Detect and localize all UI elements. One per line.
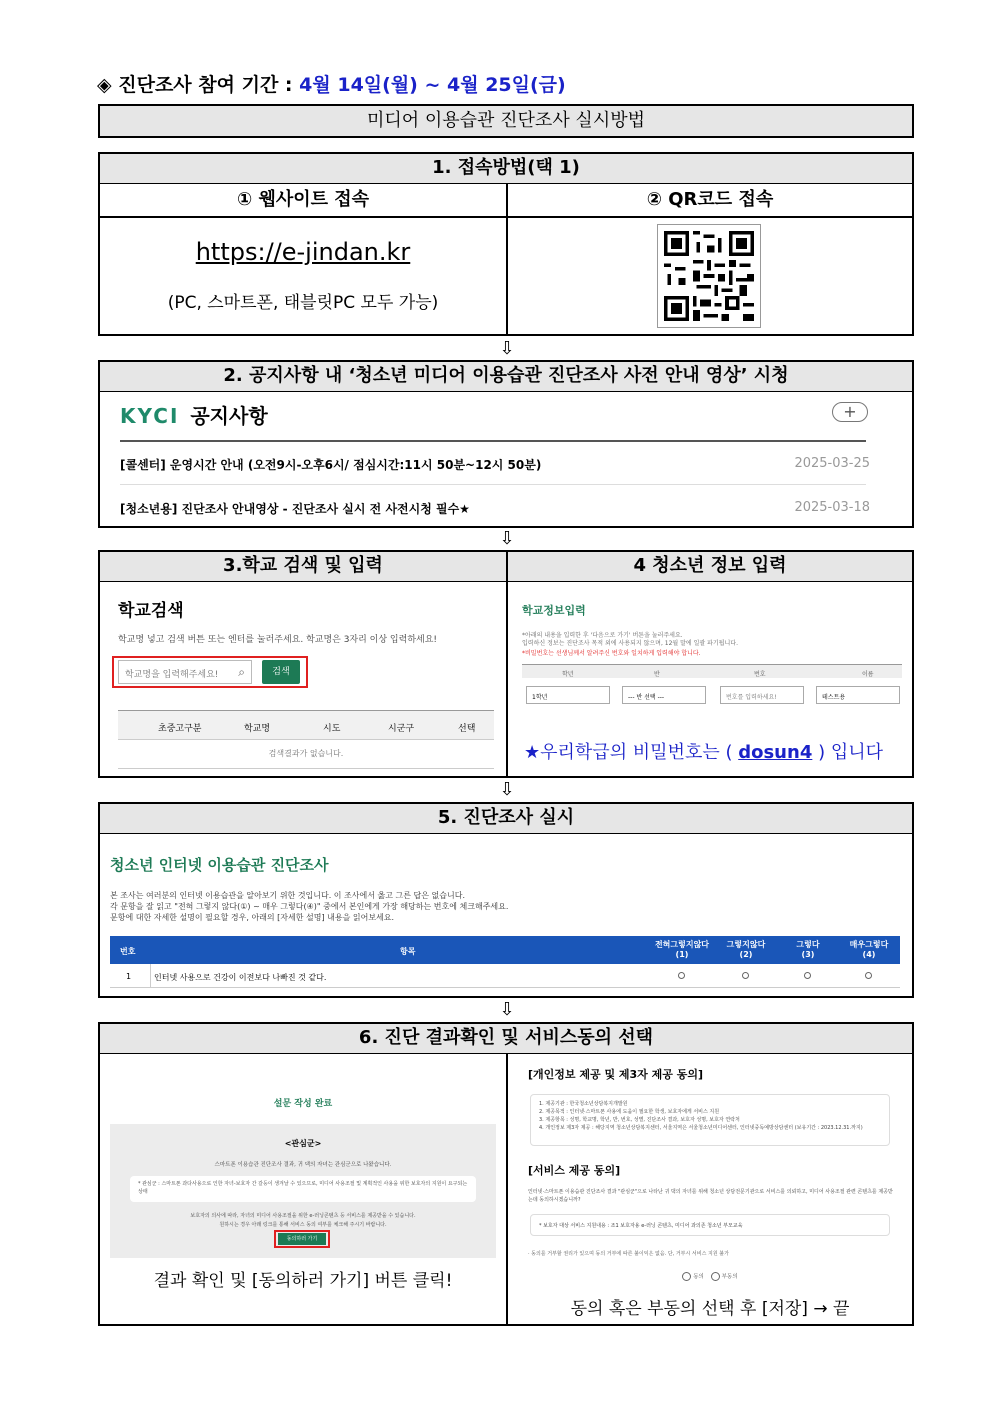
survey-heading: 청소년 인터넷 이용습관 진단조사 — [110, 856, 329, 874]
password-note: ★우리학급의 비밀번호는 ( dosun4 ) 입니다 — [524, 742, 883, 763]
step3-title: 3.학교 검색 및 입력 — [100, 552, 506, 582]
period-dates: 4월 14일(월) ~ 4월 25일(금) — [299, 74, 566, 96]
result-detail-box: * 관심군 : 스마트폰 과다사용으로 인한 자녀-보호자 간 갈등이 생겨날 수 있으므로, 미디어 사용조절 및 계획적인 사용을 위한 보호자의 지원이 요구되는 상태 — [130, 1176, 476, 1202]
survey-screenshot: 청소년 인터넷 이용습관 진단조사 본 조사는 여러분의 인터넷 이용습관을 알아보기 위한 것입니다. 이 조사에서 옳고 그른 답은 없습니다. 각 문항을 잘 읽고 "전혀 그렇지 않다(①) ~ 매우 그렇다(④)" 중에서 본인에게 가장 해당하는 번호에 체크해주세요. 문항에 대한 자세한 설명이 필요할 경우, 아래의 [자세한 설명] 내용을 읽어보세요. 번호 항목 전혀그렇지않다 (1) 그렇지않다 (2) 그렇다 (3) 매우그렇다 (4) 1 인터넷 사용으로 건강이 이전보다 나빠진 것 같다. — [100, 834, 912, 996]
search-icon: ⌕ — [238, 665, 245, 679]
service-box: * 보호자 대상 서비스 지원내용 : 조1 보호자용 e-러닝 콘텐츠, 미디어 과의존 청소년 부모교육 — [530, 1214, 890, 1236]
main-title: 미디어 이용습관 진단조사 실시방법 — [98, 104, 914, 138]
left-caption: 결과 확인 및 [동의하러 가기] 버튼 클릭! — [153, 1271, 453, 1291]
arrow-down-icon: ⇩ — [499, 338, 515, 359]
arrow-down-icon: ⇩ — [499, 999, 515, 1020]
student-info-screenshot: 학교정보입력 *아래의 내용을 입력한 후 '다음으로 가기' 버튼을 눌러주세요. 입력하신 정보는 진단조사 목적 외에 사용되지 않으며, 12월 말에 일괄 파기됩니다. *비밀번호는 선생님께서 알려주신 번호와 일치하게 입력해야 합니다. 학년 반 번호 이름 1학년 --- 반 선택 --- 번호를 입력하세요! 테스트용 ★우리학급의 비밀번호는 ( dosun4 ) 입니다 — [508, 582, 912, 776]
result-screenshot: 설문 작성 완료 <관심군> 스마트폰 이용습관 진단조사 결과, 귀 댁의 자녀는 관심군으로 나왔습니다. * 관심군 : 스마트폰 과다사용으로 인한 자녀-보호자 간 갈등이 생겨날 수 있으므로, 미디어 사용조절 및 계획적인 사용을 위한 보호자의 지원이 요구되는 상태 보호자의 의사에 따라, 자녀의 미디어 사용조절을 위한 e-러닝콘텐츠 등 서비스를 제공받을 수 있습니다. 원하시는 경우 아래 링크를 통해 서비스 동의 여부를 체크해 주시기 바랍니다. 동의하러 가기 결과 확인 및 [동의하러 가기] 버튼 클릭! — [100, 1054, 506, 1324]
notice-row[interactable]: [청소년용] 진단조사 안내영상 - 진단조사 실시 전 사전시청 필수★ 2025-03-18 — [120, 500, 870, 516]
col1-title: ① 웹사이트 접속 — [236, 189, 370, 210]
step6-title: 6. 진단 결과확인 및 서비스동의 선택 — [100, 1024, 912, 1054]
plus-icon[interactable]: + — [832, 402, 868, 422]
school-search-screenshot — [100, 582, 506, 776]
radio-option-1[interactable] — [678, 972, 685, 979]
info-header: 학년 반 번호 이름 — [522, 664, 902, 678]
step1-box — [98, 152, 914, 336]
step5-box — [98, 802, 914, 998]
survey-row: 1 인터넷 사용으로 건강이 이전보다 나빠진 것 같다. — [110, 964, 900, 988]
col2-title: ② QR코드 접속 — [646, 189, 774, 210]
notice-row[interactable]: [콜센터] 운영시간 안내 (오전9시-오후6시/ 점심시간:11시 50분~12시 50분) 2025-03-25 — [120, 456, 870, 472]
class-password: dosun4 — [738, 742, 813, 763]
website-url[interactable]: https://e-jindan.kr — [195, 238, 411, 266]
notice-screenshot — [100, 392, 912, 526]
step2-box — [98, 360, 914, 528]
number-input[interactable]: 번호를 입력하세요! — [720, 686, 804, 704]
school-search-heading: 학교검색 — [118, 601, 184, 621]
notice-title: 공지사항 — [190, 404, 268, 428]
radio-option-4[interactable] — [865, 972, 872, 979]
device-note: (PC, 스마트폰, 태블릿PC 모두 가능) — [167, 293, 439, 313]
qr-code[interactable] — [657, 224, 761, 328]
school-search-desc: 학교명 넣고 검색 버튼 또는 엔터를 눌러주세요. 학교명은 3자리 이상 입력하세요! — [118, 635, 438, 645]
brand-logo: KYCI — [120, 404, 180, 428]
class-select[interactable]: --- 반 선택 --- — [622, 686, 706, 704]
period-line — [97, 70, 797, 96]
privacy-title: [개인정보 제공 및 제3자 제공 동의] — [528, 1068, 703, 1081]
survey-table-header: 번호 항목 전혀그렇지않다 (1) 그렇지않다 (2) 그렇다 (3) 매우그렇다 (4) — [110, 936, 900, 964]
bullet-icon: ◈ — [97, 74, 112, 96]
privacy-box: 1. 제공기관 : 한국청소년상담복지개발원 2. 제공목적 : 인터넷·스마트폰 사용에 도움이 필요한 학생, 보호자에게 서비스 지원 3. 제공항목 : 성명, 학교명, 학년, 반, 번호, 성별, 진단조사 결과, 보호자 성명, 보호자 연락처 4. 개인정보 제3자 제공 : 해당지역 청소년상담복지센터, 서울지역은 서울청소년미디어센터, 인터넷중독예방상담센터 (보유기간 : 2023.12.31.까지) — [530, 1094, 890, 1146]
result-group: <관심군> — [284, 1139, 322, 1148]
arrow-down-icon: ⇩ — [499, 528, 515, 549]
search-button[interactable]: 검색 — [262, 660, 300, 684]
radio-option-3[interactable] — [804, 972, 811, 979]
results-header: 초중고구분 학교명 시도 시군구 선택 — [118, 710, 494, 740]
empty-result: 검색결과가 없습니다. — [268, 749, 344, 758]
period-label: 진단조사 참여 기간 : — [118, 74, 293, 96]
school-info-heading: 학교정보입력 — [522, 604, 586, 617]
right-caption: 동의 혹은 부동의 선택 후 [저장] → 끝 — [570, 1299, 850, 1319]
agree-radio-group: 동의 부동의 — [508, 1272, 912, 1281]
step5-title: 5. 진단조사 실시 — [100, 804, 912, 834]
step2-title: 2. 공지사항 내 ‘청소년 미디어 이용습관 진단조사 사전 안내 영상’ 시청 — [100, 362, 912, 392]
step34-box — [98, 550, 914, 778]
survey-complete: 설문 작성 완료 — [273, 1099, 333, 1109]
step4-title: 4 청소년 정보 입력 — [508, 552, 912, 582]
step1-title: 1. 접속방법(택 1) — [100, 154, 912, 184]
agree-radio[interactable] — [682, 1272, 691, 1281]
go-consent-button[interactable]: 동의하러 가기 — [278, 1233, 326, 1245]
step6-box — [98, 1022, 914, 1326]
radio-option-2[interactable] — [742, 972, 749, 979]
consent-screenshot: [개인정보 제공 및 제3자 제공 동의] 1. 제공기관 : 한국청소년상담복지개발원 2. 제공목적 : 인터넷·스마트폰 사용에 도움이 필요한 학생, 보호자에게 서비스 지원 3. 제공항목 : 성명, 학교명, 학년, 반, 번호, 성별, 진단조사 결과, 보호자 성명, 보호자 연락처 4. 개인정보 제3자 제공 : 해당지역 청소년상담복지센터, 서울지역은 서울청소년미디어센터, 인터넷중독예방상담센터 (보유기간 : 2023.12.31.까지) [서비스 제공 동의] 인터넷·스마트폰 이용습관 진단조사 결과 "관심군"으로 나타난 귀 댁의 자녀를 위해 청소년 상담전문기관으로 서비스를 의뢰하고, 미디어 사용조절 관련 콘텐츠를 제공받는데 동의하시겠습니까? * 보호자 대상 서비스 지원내용 : 조1 보호자용 e-러닝 콘텐츠, 미디어 과의존 청소년 부모교육 · 동의를 거부할 권리가 있으며 동의 거부에 따른 불이익은 없음. 단, 거부시 서비스 지원 불가 동의 부동의 동의 혹은 부동의 선택 후 [저장] → 끝 — [508, 1054, 912, 1324]
disagree-radio[interactable] — [711, 1272, 720, 1281]
grade-select[interactable]: 1학년 — [526, 686, 610, 704]
arrow-down-icon: ⇩ — [499, 779, 515, 800]
name-input[interactable]: 테스트용 — [816, 686, 900, 704]
service-title: [서비스 제공 동의] — [528, 1164, 621, 1177]
search-input[interactable]: 학교명을 입력해주세요! ⌕ — [118, 660, 252, 684]
